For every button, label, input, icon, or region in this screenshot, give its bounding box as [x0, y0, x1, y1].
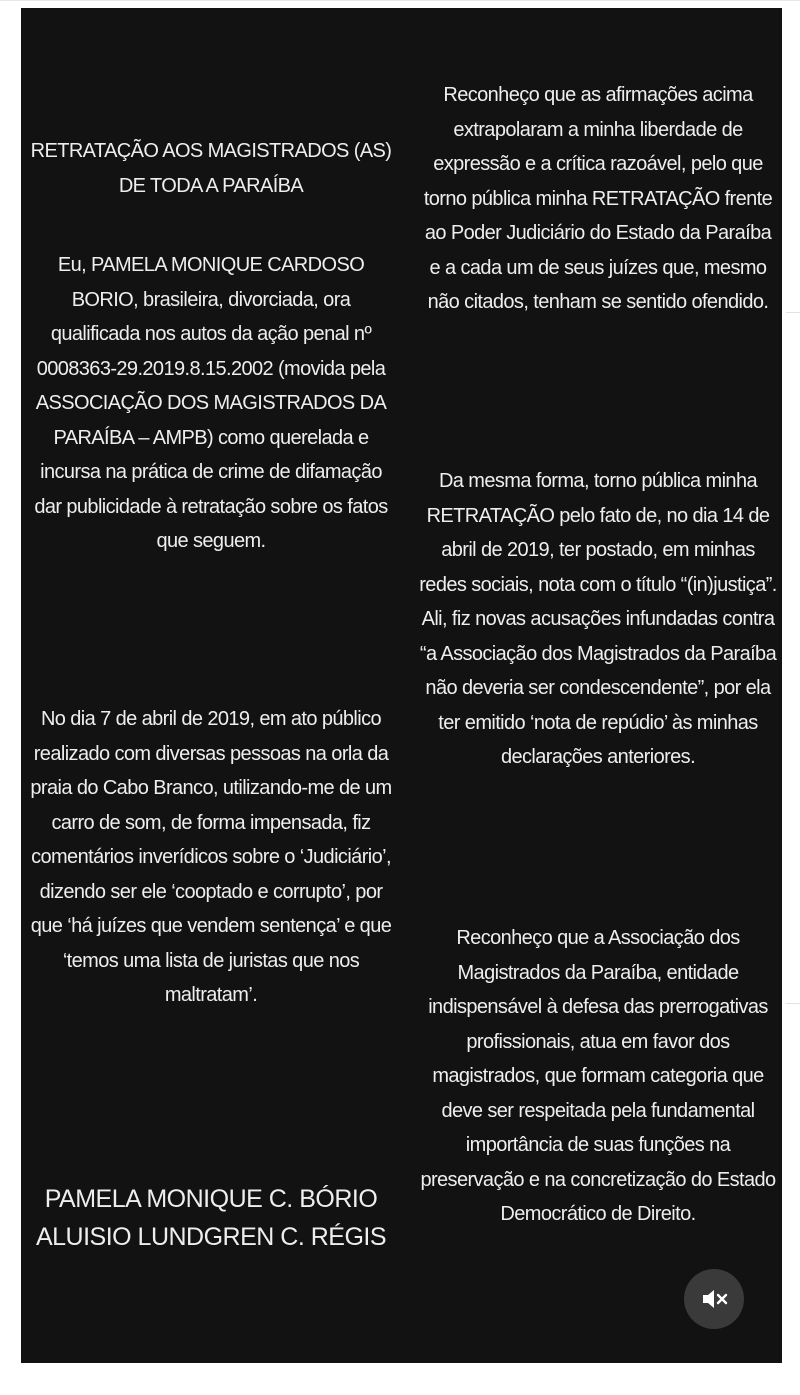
speaker-muted-icon	[701, 1288, 729, 1310]
signature-1: PAMELA MONIQUE C. BÓRIO	[44, 1185, 378, 1213]
signature-2: ALUISIO LUNDGREN C. RÉGIS	[35, 1223, 387, 1251]
same-way-paragraph: Da mesma forma, torno pública minha RETRATAÇÃO pelo fato de, no dia 14 de abril de 2019, ter postado, em minhas redes sociais, nota com o título “(in)justiça”. Ali, fiz novas acusações infundadas contra “a Associação dos Magistrados da Paraíba não deveria ser condescendente”, por ela ter emitido ‘nota de repúdio’ às minhas declarações anteriores.	[419, 470, 777, 768]
recognition-paragraph-2: Reconheço que a Associação dos Magistrados da Paraíba, entidade indispensável à defesa das prerrogativas profissionais, atua em favor dos magistrados, que formam categoria que deve ser respeitada pela fundamental importância de suas funções na preservação e na concretização do Estado Democrático de Direito.	[420, 927, 776, 1225]
story-post	[21, 8, 782, 1363]
intro-paragraph: Eu, PAMELA MONIQUE CARDOSO BORIO, brasileira, divorciada, ora qualificada nos autos da ação penal nº 0008363-29.2019.8.15.2002 (movida pela ASSOCIAÇÃO DOS MAGISTRADOS DA PARAÍBA – AMPB) como querelada e incursa na prática de crime de difamação dar publicidade à retratação sobre os fatos que seguem.	[34, 254, 388, 552]
signatures	[27, 1180, 395, 1256]
side-divider	[786, 312, 800, 313]
retraction-title: RETRATAÇÃO AOS MAGISTRADOS (AS) DE TODA A PARAÍBA	[30, 140, 392, 197]
mute-button[interactable]	[684, 1269, 744, 1329]
event-paragraph: No dia 7 de abril de 2019, em ato público realizado com diversas pessoas na orla da praia do Cabo Branco, utilizando-me de um carro de som, de forma impensada, fiz comentários inverídicos sobre o ‘Judiciário’, dizendo ser ele ‘cooptado e corrupto’, por que ‘há juízes que vendem sentença’ e que ‘temos uma lista de juristas que nos maltratam’.	[30, 708, 392, 1006]
recognition-paragraph-1: Reconheço que as afirmações acima extrapolaram a minha liberdade de expressão e a crítica razoável, pelo que torno pública minha RETRATAÇÃO frente ao Poder Judiciário do Estado da Paraíba e a cada um de seus juízes que, mesmo não citados, tenham se sentido ofendido.	[423, 84, 773, 313]
side-divider	[786, 1003, 800, 1004]
